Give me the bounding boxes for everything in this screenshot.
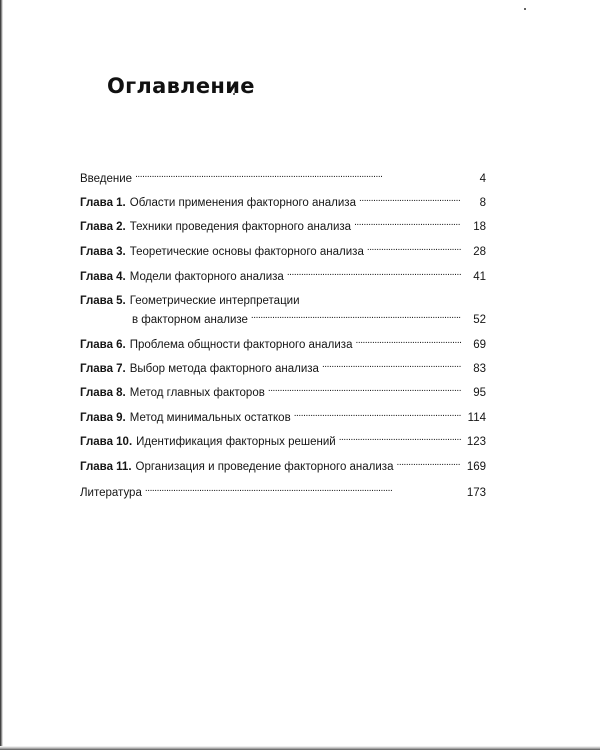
toc-page-number: 8 [479,197,486,209]
toc-entry-title: Метод главных факторов [129,387,265,399]
toc-entry-chapter-1[interactable] [80,196,486,210]
toc-chapter-label: Глава 8. [80,387,126,399]
toc-page-number: 18 [473,221,486,233]
toc-entry-title: Модели факторного анализа [129,271,284,283]
toc-entry-title: Техники проведения факторного анализа [129,221,352,233]
dot-leader [339,435,461,445]
toc-entry-title: Проблема общности факторного анализа [129,339,353,351]
toc-chapter-label: Глава 9. [80,412,126,424]
toc-page-number: 83 [473,363,486,375]
page-title: Оглавление [107,74,255,98]
toc-chapter-label: Глава 11. [80,461,132,473]
dot-leader [294,411,461,421]
toc-entry-chapter-2[interactable] [80,220,486,234]
toc-entry-title: Метод минимальных остатков [129,412,291,424]
toc-chapter-label: Глава 2. [80,221,126,233]
toc-entry-title: Идентификация факторных решений [136,436,336,448]
toc-page-number: 28 [473,246,486,258]
toc-entry-introduction[interactable] [80,172,486,186]
toc-page-number: 4 [479,173,486,185]
toc-chapter-label: Глава 4. [80,271,126,283]
dot-leader [355,338,461,348]
toc-entry-chapter-5-continuation[interactable] [80,313,486,327]
dot-leader [354,220,461,230]
dot-leader [359,196,461,206]
toc-entry-title: Выбор метода факторного анализа [129,363,319,375]
dot-leader [135,172,461,182]
toc-entry-title: Теоретические основы факторного анализа [129,246,364,258]
toc-page-number: 114 [467,412,486,424]
dot-leader [367,245,461,255]
toc-page-number: 41 [473,271,486,283]
toc-entry-chapter-9[interactable] [80,411,486,425]
page-bottom-edge [0,746,600,750]
toc-entry-chapter-5[interactable] [80,294,486,308]
toc-page-number: 123 [466,436,486,448]
toc-entry-chapter-10[interactable] [80,435,486,449]
toc-chapter-label: Глава 7. [80,363,126,375]
toc-entry-title: Организация и проведение факторного анализа [135,461,394,473]
toc-entry-title: Введение [80,173,133,185]
toc-page-number: 52 [473,314,486,326]
toc-entry-title-continuation: в факторном анализе [132,314,248,326]
scan-speck [524,8,526,10]
page-edge-shadow [0,0,3,750]
dot-leader [322,362,461,372]
toc-entry-chapter-8[interactable] [80,386,486,400]
toc-entry-title: Литература [80,487,142,499]
toc-entry-title: Геометрические интерпретации [129,295,300,307]
toc-page-number: 95 [473,387,486,399]
dot-leader [287,270,461,280]
toc-page-number: 69 [473,339,486,351]
toc-chapter-label: Глава 10. [80,436,133,448]
toc-page-number: 169 [466,461,486,473]
toc-entry-chapter-3[interactable] [80,245,486,259]
dot-leader [145,486,461,496]
toc-page-number: 173 [466,487,486,499]
toc-entry-chapter-4[interactable] [80,270,486,284]
dot-leader [251,313,461,323]
toc-entry-title: Области применения факторного анализа [129,197,356,209]
toc-entry-chapter-11[interactable] [80,460,486,474]
dot-leader [268,386,461,396]
toc-chapter-label: Глава 6. [80,339,126,351]
toc-chapter-label: Глава 5. [80,295,126,307]
toc-entry-chapter-7[interactable] [80,362,486,376]
dot-leader [396,460,461,470]
toc-chapter-label: Глава 1. [80,197,126,209]
toc-entry-chapter-6[interactable] [80,338,486,352]
toc-entry-literature[interactable] [80,486,486,500]
toc-chapter-label: Глава 3. [80,246,126,258]
